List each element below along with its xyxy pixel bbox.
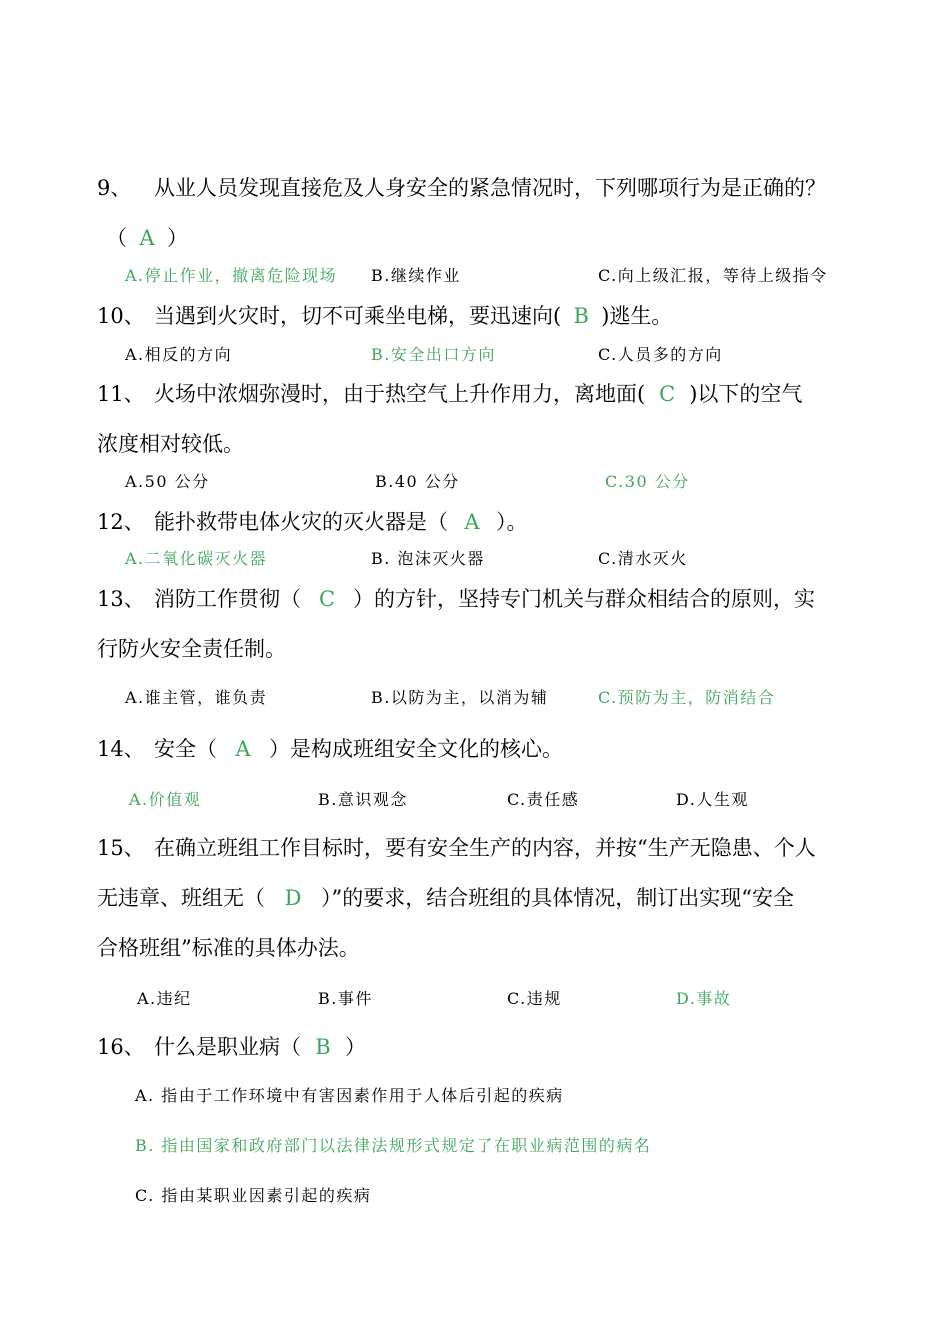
option-b: B.安全出口方向 [371,345,496,364]
option-a: A.停止作业，撤离危险现场 [125,266,338,285]
option-a: A.价值观 [129,790,202,809]
option-b: B. 指由国家和政府部门以法律法规形式规定了在职业病范围的病名 [135,1136,652,1155]
question-number: 10、 [97,304,145,328]
question-text: 什么是职业病（ [154,1035,301,1059]
question-text-after: ）是构成班组安全文化的核心。 [269,737,563,761]
question-text: 无违章、班组无（ [97,886,265,910]
option-c: C. 指由某职业因素引起的疾病 [135,1186,372,1205]
question-number: 15、 [97,836,145,860]
option-a: A.50 公分 [125,472,210,491]
question-text: 当遇到火灾时，切不可乘坐电梯，要迅速向( [154,304,562,328]
option-c: C.向上级汇报，等待上级指令 [598,266,828,285]
question-text-after: ）”的要求，结合班组的具体情况，制订出实现“安全 [321,886,794,910]
question-text-line2: 行防火安全责任制。 [97,637,286,661]
question-number: 16、 [97,1035,145,1059]
answer-letter: A [235,737,251,761]
answer-letter: C [318,587,336,611]
question-number: 14、 [97,737,145,761]
question-12 [97,506,528,536]
paren-close: ） [167,226,188,250]
question-9 [97,172,826,202]
answer-letter: B [315,1035,331,1059]
option-a: A. 指由于工作环境中有害因素作用于人体后引起的疾病 [135,1086,564,1105]
answer-letter: C [659,382,676,406]
option-b: B.以防为主，以消为辅 [371,688,549,707]
question-text: 在确立班组工作目标时，要有安全生产的内容，并按“生产无隐患、个人 [154,836,816,860]
option-c: C.清水灭火 [598,549,688,568]
question-text: 从业人员发现直接危及人身安全的紧急情况时，下列哪项行为是正确的？ [154,176,826,200]
option-c: C.责任感 [507,790,580,809]
option-d: D.人生观 [676,790,749,809]
option-d: D.事故 [676,989,732,1008]
option-c: C.预防为主，防消结合 [598,688,776,707]
question-16 [97,1031,366,1061]
answer-letter: B [573,304,589,328]
question-text-after: ）。 [496,510,528,534]
question-number: 11、 [97,382,145,406]
option-a: A.谁主管，谁负责 [125,688,268,707]
answer-letter: D [284,886,302,910]
question-10 [97,300,672,330]
question-text-after: )以下的空气 [689,382,803,406]
question-13 [97,583,815,613]
answer-letter: A [139,226,155,250]
question-15 [97,832,816,862]
option-b: B.40 公分 [375,472,460,491]
question-14 [97,733,563,763]
option-b: B.继续作业 [371,266,461,285]
question-text: 安全（ [154,737,217,761]
option-c: C.人员多的方向 [598,345,723,364]
answer-line [106,222,188,252]
option-c: C.违规 [507,989,562,1008]
question-text-line2 [97,882,794,912]
option-b: B. 泡沫灭火器 [371,549,485,568]
answer-letter: A [464,510,480,534]
question-text: 消防工作贯彻（ [154,587,301,611]
option-b: B.意识观念 [318,790,408,809]
question-number: 9、 [97,176,132,200]
question-text: 能扑救带电体火灾的灭火器是（ [154,510,448,534]
option-c: C.30 公分 [605,472,690,491]
question-text-line2: 浓度相对较低。 [97,432,244,456]
question-11 [97,378,802,408]
option-a: A.相反的方向 [125,345,233,364]
question-number: 12、 [97,510,145,534]
question-text-line3: 合格班组”标准的具体办法。 [97,936,360,960]
question-text-after: ）的方针，坚持专门机关与群众相结合的原则，实 [353,587,815,611]
option-a: A.二氧化碳灭火器 [125,549,268,568]
question-text-after: ） [345,1035,366,1059]
option-b: B.事件 [318,989,373,1008]
option-a: A.违纪 [137,989,192,1008]
question-number: 13、 [97,587,145,611]
question-text-after: )逃生。 [601,304,673,328]
question-text: 火场中浓烟弥漫时，由于热空气上升作用力，离地面( [154,382,646,406]
paren-open: （ [106,226,127,250]
